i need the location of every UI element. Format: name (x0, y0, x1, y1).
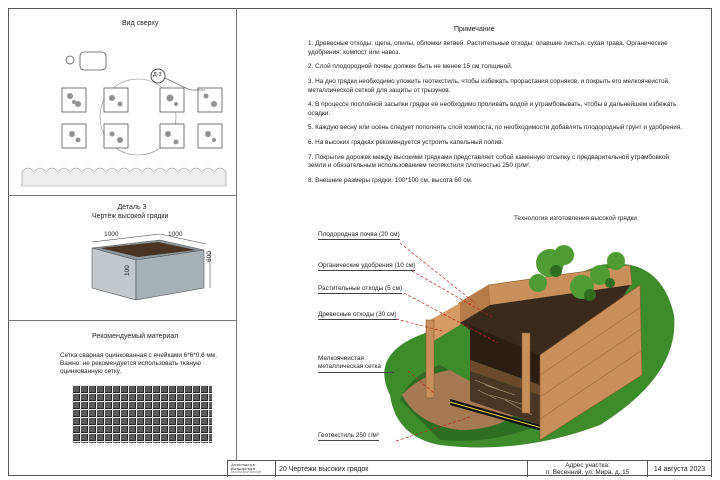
mesh-photo (72, 385, 212, 445)
technology-title: Технология изготовления высокой грядки (514, 215, 637, 222)
material-text-2: Важно: не рекомендуется использовать тканую оцинкованную сетку. (60, 360, 201, 375)
note-item: 3. На дно грядки необходимо уложить геотекстиль, чтобы избежать прорастания сорняков, и покрыть его мелкоячеистой металлической сеткой для защиты от грызунов. (308, 77, 669, 94)
material-title: Рекомендуемый материал (92, 333, 179, 340)
address-value: п. Весенний, ул. Мира, д. 15 (545, 469, 630, 476)
sheet-divider (236, 8, 237, 460)
raised-bed-cutaway (300, 225, 680, 455)
layer-label-soil: Плодородная почва (20 см) (318, 231, 400, 238)
dim-h: 600 (206, 251, 213, 262)
layer-label-plant-waste: Растительные отходы (5 см) (318, 285, 403, 292)
material-text-1: Сетка сварная оцинкованная с ячейками 6*6*0,6 мм. (60, 352, 217, 359)
address-label: Адрес участка: (565, 461, 610, 469)
detail-callout-label: Д-3 (153, 72, 162, 78)
dim-a: 1000 (104, 231, 119, 238)
note-item: 5. Каждую весну или осень следует пополнять слой компоста, по необходимости добавлять плодородный грунт и удобрения. (308, 124, 683, 132)
sheet-name: 20 Чертежи высоких грядок (275, 461, 527, 477)
dim-b: 1000 (168, 231, 183, 238)
note-item: 2. Слой плодородной почвы должен быть не менее 15 см толщиной. (308, 63, 513, 71)
notes-title: Примечание (454, 26, 495, 33)
layer-label-wood-waste: Древесные отходы (30 см) (318, 311, 397, 318)
top-view-title: Вид сверху (122, 20, 159, 27)
note-item: 4. В процессе послойной засыпки грядки её необходимо проливать водой и утрамбовывать, чтобы в дальнейшем избежать осадки. (308, 101, 677, 117)
divider-top-view (8, 195, 236, 196)
bed-plants (67, 93, 217, 145)
hedge-strip (22, 168, 226, 186)
layer-label-geotextile: Геотекстиль 250 г/м² (318, 432, 379, 439)
site-address (527, 461, 647, 477)
designer-logo: Анастасия Каширская landscape design (227, 461, 275, 477)
note-item: 1. Древесные отходы: щепа, опилы, обломки ветвей. Растительные отходы: опавшие листья, сухая трава. Органические удобрения: компост или навоз. (308, 40, 668, 56)
layer-label-organic: Органические удобрения (10 см) (318, 262, 416, 269)
note-item: 8. Внешние размеры грядки: 100*100 см, высота 60 см. (308, 177, 473, 185)
raised-beds-plan (62, 88, 222, 148)
top-view-plan (0, 0, 236, 195)
bench-icon (66, 52, 106, 70)
layer-label-mesh: Мелкоячеистая металлическая сетка (318, 355, 394, 371)
note-item: 6. На высоких грядках рекомендуется устроить капельный полив. (308, 139, 504, 147)
dim-inner: 100 (124, 265, 131, 276)
sheet-date: 14 августа 2023 (647, 461, 712, 477)
detail-title-2: Чертёж высокой грядки (92, 213, 169, 220)
note-item: 7. Покрытие дорожек между высокими грядками представляет собой каменную отсыпку с предварительной утрамбовкой земли и обязательным использованием геотекстиля плотностью 250 гр/м². (308, 153, 669, 170)
title-block (227, 460, 712, 477)
detail-title-1: Деталь 3 (117, 204, 147, 211)
notes-list (308, 40, 688, 192)
